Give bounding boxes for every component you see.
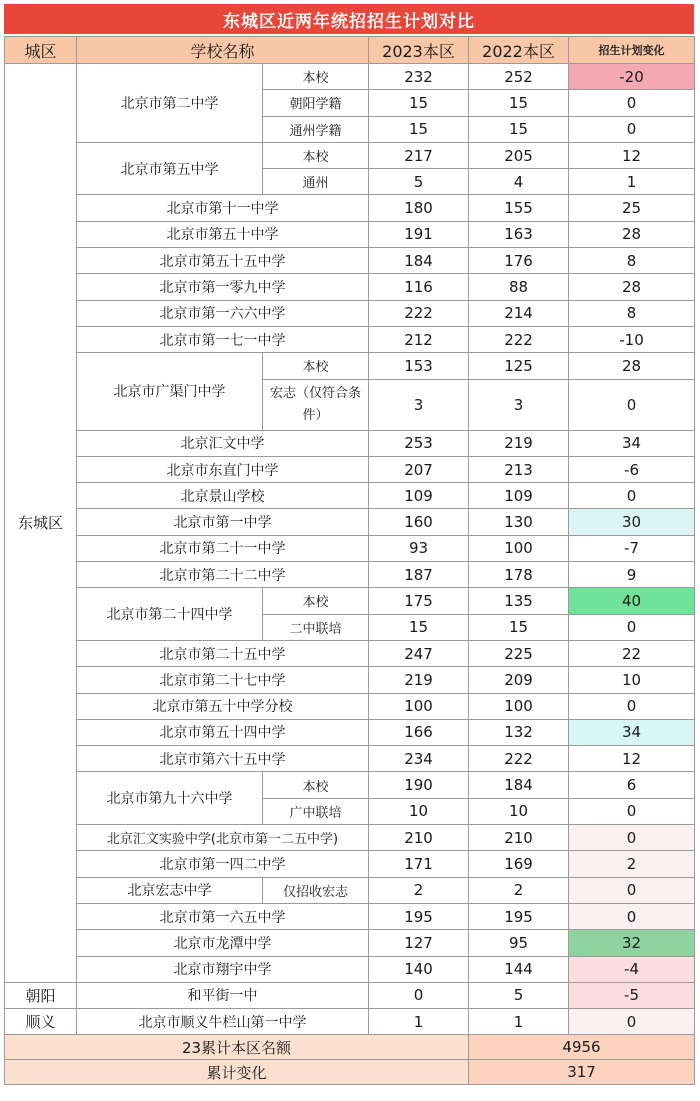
total-change-value: 317 <box>469 1060 695 1085</box>
change-value: -7 <box>569 535 695 561</box>
value-2023: 153 <box>369 353 469 379</box>
value-2022: 2 <box>469 877 569 903</box>
school-name: 北京市第一四二中学 <box>77 851 369 877</box>
value-2023: 222 <box>369 300 469 326</box>
school-name: 北京市顺义牛栏山第一中学 <box>77 1009 369 1035</box>
value-2022: 88 <box>469 274 569 300</box>
value-2023: 1 <box>369 1009 469 1035</box>
value-2022: 222 <box>469 326 569 352</box>
header-2023: 2023本区 <box>369 37 469 64</box>
branch-name: 二中联培 <box>263 614 369 640</box>
change-value: -6 <box>569 456 695 482</box>
value-2022: 225 <box>469 640 569 666</box>
branch-name: 通州 <box>263 169 369 195</box>
change-value: -4 <box>569 956 695 982</box>
change-value: 1 <box>569 169 695 195</box>
value-2022: 1 <box>469 1009 569 1035</box>
school-name: 北京市第五十四中学 <box>77 719 369 745</box>
change-value: -5 <box>569 982 695 1008</box>
value-2023: 100 <box>369 693 469 719</box>
value-2022: 219 <box>469 430 569 456</box>
school-name: 北京市第一六六中学 <box>77 300 369 326</box>
total-change-row <box>5 1060 695 1085</box>
value-2023: 5 <box>369 169 469 195</box>
value-2023: 180 <box>369 195 469 221</box>
table-row <box>5 326 695 352</box>
table-row <box>5 772 695 798</box>
header-district: 城区 <box>5 37 77 64</box>
value-2023: 184 <box>369 248 469 274</box>
school-name: 北京市第一六五中学 <box>77 903 369 929</box>
school-name: 北京汇文中学 <box>77 430 369 456</box>
header-school: 学校名称 <box>77 37 369 64</box>
school-name: 北京市第五中学 <box>77 142 263 195</box>
table-row <box>5 693 695 719</box>
table-row <box>5 588 695 614</box>
branch-name: 仅招收宏志 <box>263 877 369 903</box>
change-value: 12 <box>569 142 695 168</box>
table-row <box>5 562 695 588</box>
table-row <box>5 300 695 326</box>
table-row <box>5 667 695 693</box>
value-2022: 252 <box>469 64 569 90</box>
table-row <box>5 719 695 745</box>
value-2023: 247 <box>369 640 469 666</box>
value-2023: 127 <box>369 930 469 956</box>
change-value: 34 <box>569 719 695 745</box>
school-name: 北京景山学校 <box>77 483 369 509</box>
change-value: 0 <box>569 90 695 116</box>
school-name: 北京市第十一中学 <box>77 195 369 221</box>
value-2023: 217 <box>369 142 469 168</box>
change-value: 10 <box>569 667 695 693</box>
change-value: 0 <box>569 693 695 719</box>
change-value: 0 <box>569 903 695 929</box>
total-value: 4956 <box>469 1035 695 1060</box>
table-row <box>5 221 695 247</box>
value-2022: 213 <box>469 456 569 482</box>
change-value: 6 <box>569 772 695 798</box>
value-2022: 15 <box>469 116 569 142</box>
table-row <box>5 483 695 509</box>
total-row <box>5 1035 695 1060</box>
district-cell: 顺义 <box>5 1009 77 1035</box>
change-value: 22 <box>569 640 695 666</box>
value-2023: 116 <box>369 274 469 300</box>
value-2023: 15 <box>369 90 469 116</box>
branch-name: 广中联培 <box>263 798 369 824</box>
table-row <box>5 930 695 956</box>
table-row <box>5 825 695 851</box>
change-value: 9 <box>569 562 695 588</box>
school-name: 北京市第二十一中学 <box>77 535 369 561</box>
change-value: -20 <box>569 64 695 90</box>
change-value: 8 <box>569 248 695 274</box>
change-value: 28 <box>569 353 695 379</box>
value-2022: 15 <box>469 90 569 116</box>
change-value: 28 <box>569 274 695 300</box>
value-2023: 109 <box>369 483 469 509</box>
value-2023: 15 <box>369 116 469 142</box>
change-value: -10 <box>569 326 695 352</box>
table-row <box>5 640 695 666</box>
table-row <box>5 1009 695 1035</box>
change-value: 8 <box>569 300 695 326</box>
value-2022: 222 <box>469 746 569 772</box>
table-row <box>5 64 695 90</box>
value-2022: 100 <box>469 535 569 561</box>
value-2023: 212 <box>369 326 469 352</box>
value-2023: 93 <box>369 535 469 561</box>
value-2022: 163 <box>469 221 569 247</box>
value-2023: 3 <box>369 379 469 430</box>
school-name: 北京市第二十四中学 <box>77 588 263 641</box>
value-2023: 10 <box>369 798 469 824</box>
branch-name: 本校 <box>263 64 369 90</box>
value-2023: 210 <box>369 825 469 851</box>
table-row <box>5 535 695 561</box>
value-2022: 210 <box>469 825 569 851</box>
value-2022: 169 <box>469 851 569 877</box>
value-2023: 253 <box>369 430 469 456</box>
value-2022: 209 <box>469 667 569 693</box>
change-value: 0 <box>569 483 695 509</box>
branch-name: 本校 <box>263 353 369 379</box>
value-2022: 178 <box>469 562 569 588</box>
change-value: 0 <box>569 877 695 903</box>
table-row <box>5 746 695 772</box>
school-name: 北京市第二十二中学 <box>77 562 369 588</box>
value-2022: 3 <box>469 379 569 430</box>
value-2022: 214 <box>469 300 569 326</box>
value-2023: 207 <box>369 456 469 482</box>
change-value: 12 <box>569 746 695 772</box>
school-name: 北京市第九十六中学 <box>77 772 263 825</box>
value-2022: 184 <box>469 772 569 798</box>
value-2022: 130 <box>469 509 569 535</box>
school-name: 北京市龙潭中学 <box>77 930 369 956</box>
value-2022: 15 <box>469 614 569 640</box>
value-2022: 176 <box>469 248 569 274</box>
value-2023: 234 <box>369 746 469 772</box>
change-value: 0 <box>569 379 695 430</box>
school-name: 北京市第一中学 <box>77 509 369 535</box>
table-row <box>5 430 695 456</box>
school-name: 北京市第五十中学分校 <box>77 693 369 719</box>
school-name: 北京市第一零九中学 <box>77 274 369 300</box>
district-cell: 东城区 <box>5 64 77 983</box>
value-2023: 2 <box>369 877 469 903</box>
change-value: 30 <box>569 509 695 535</box>
value-2022: 125 <box>469 353 569 379</box>
school-name: 北京市第五十五中学 <box>77 248 369 274</box>
change-value: 0 <box>569 825 695 851</box>
value-2022: 132 <box>469 719 569 745</box>
value-2023: 171 <box>369 851 469 877</box>
header-2022: 2022本区 <box>469 37 569 64</box>
total-change-label: 累计变化 <box>5 1060 469 1085</box>
value-2022: 5 <box>469 982 569 1008</box>
change-value: 32 <box>569 930 695 956</box>
value-2023: 160 <box>369 509 469 535</box>
table-row <box>5 982 695 1008</box>
school-name: 北京宏志中学 <box>77 877 263 903</box>
change-value: 0 <box>569 798 695 824</box>
value-2022: 195 <box>469 903 569 929</box>
branch-name: 通州学籍 <box>263 116 369 142</box>
table-row <box>5 877 695 903</box>
table-row <box>5 353 695 379</box>
school-name: 北京市翔宇中学 <box>77 956 369 982</box>
value-2023: 166 <box>369 719 469 745</box>
enrollment-table <box>4 36 695 1085</box>
value-2022: 155 <box>469 195 569 221</box>
branch-name: 本校 <box>263 588 369 614</box>
header-row <box>5 37 695 64</box>
value-2023: 190 <box>369 772 469 798</box>
table-row <box>5 509 695 535</box>
page-title: 东城区近两年统招招生计划对比 <box>4 4 694 34</box>
school-name: 北京市第五十中学 <box>77 221 369 247</box>
branch-name: 本校 <box>263 142 369 168</box>
school-name: 北京市第六十五中学 <box>77 746 369 772</box>
change-value: 28 <box>569 221 695 247</box>
value-2022: 10 <box>469 798 569 824</box>
school-name: 北京市第二十五中学 <box>77 640 369 666</box>
school-name: 北京市第二中学 <box>77 64 263 143</box>
value-2023: 15 <box>369 614 469 640</box>
value-2023: 232 <box>369 64 469 90</box>
header-change: 招生计划变化 <box>569 37 695 64</box>
value-2023: 0 <box>369 982 469 1008</box>
change-value: 25 <box>569 195 695 221</box>
value-2022: 144 <box>469 956 569 982</box>
table-row <box>5 195 695 221</box>
branch-name: 朝阳学籍 <box>263 90 369 116</box>
total-label: 23累计本区名额 <box>5 1035 469 1060</box>
value-2022: 95 <box>469 930 569 956</box>
value-2022: 100 <box>469 693 569 719</box>
table-row <box>5 903 695 929</box>
value-2022: 205 <box>469 142 569 168</box>
branch-name: 本校 <box>263 772 369 798</box>
table-row <box>5 456 695 482</box>
value-2023: 187 <box>369 562 469 588</box>
change-value: 0 <box>569 614 695 640</box>
school-name: 和平街一中 <box>77 982 369 1008</box>
change-value: 40 <box>569 588 695 614</box>
value-2022: 135 <box>469 588 569 614</box>
value-2023: 191 <box>369 221 469 247</box>
table-row <box>5 142 695 168</box>
value-2023: 195 <box>369 903 469 929</box>
value-2023: 140 <box>369 956 469 982</box>
table-row <box>5 274 695 300</box>
table-row <box>5 851 695 877</box>
table-row <box>5 956 695 982</box>
value-2022: 109 <box>469 483 569 509</box>
value-2022: 4 <box>469 169 569 195</box>
table-row <box>5 248 695 274</box>
school-name: 北京汇文实验中学(北京市第一二五中学) <box>77 825 369 851</box>
school-name: 北京市广渠门中学 <box>77 353 263 430</box>
value-2023: 175 <box>369 588 469 614</box>
school-name: 北京市第一七一中学 <box>77 326 369 352</box>
school-name: 北京市东直门中学 <box>77 456 369 482</box>
change-value: 34 <box>569 430 695 456</box>
change-value: 2 <box>569 851 695 877</box>
value-2023: 219 <box>369 667 469 693</box>
change-value: 0 <box>569 116 695 142</box>
school-name: 北京市第二十七中学 <box>77 667 369 693</box>
district-cell: 朝阳 <box>5 982 77 1008</box>
branch-name: 宏志（仅符合条件） <box>263 379 369 430</box>
change-value: 0 <box>569 1009 695 1035</box>
